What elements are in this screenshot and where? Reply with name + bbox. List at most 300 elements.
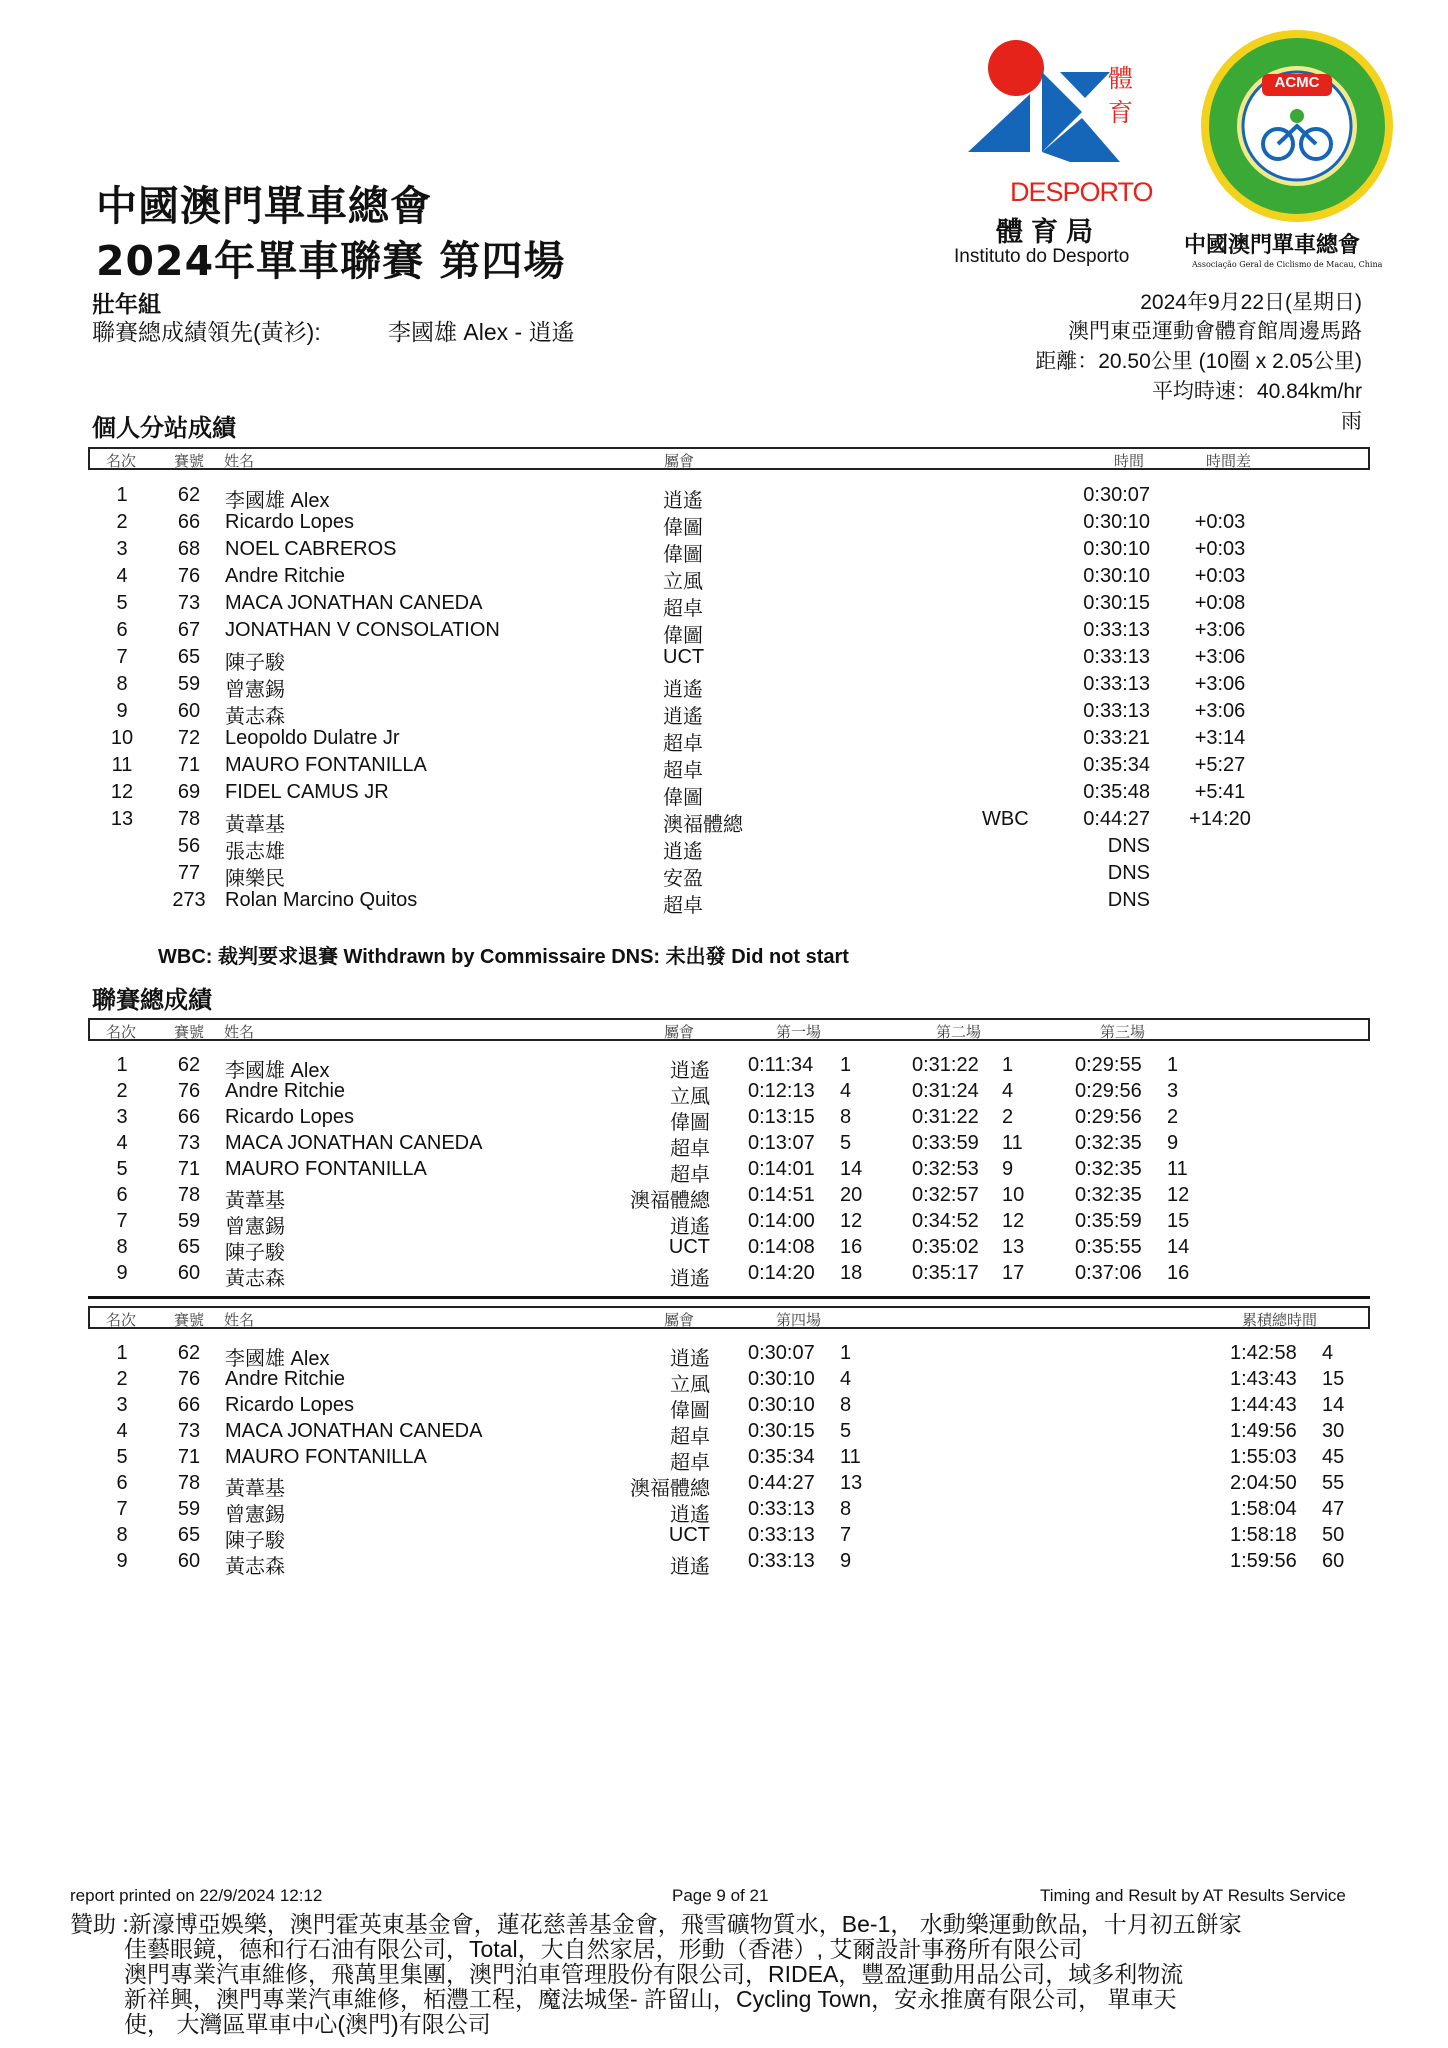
title-event: 2024年單車聯賽 第四場 [96,237,566,285]
time-cell: 0:44:27 [1083,808,1150,830]
gap-cell: +3:06 [1194,619,1246,641]
bib-cell: 69 [177,781,201,803]
team-cell: 逍遙 [663,490,703,512]
rank-cell: 4 [116,1132,128,1154]
bib-cell: 56 [177,835,201,857]
points-cell: 50 [1322,1524,1345,1546]
rank-cell: 3 [116,1106,128,1128]
bib-cell: 78 [177,1184,201,1206]
name-cell: FIDEL CAMUS JR [225,781,389,803]
rank-cell: 9 [116,1550,128,1572]
bib-cell: 68 [177,538,201,560]
gap-cell: +14:20 [1189,808,1251,830]
name-cell: 陳子駿 [225,652,285,674]
p4-cell: 4 [840,1368,852,1390]
points-cell: 14 [1322,1394,1345,1416]
divider [88,1296,1370,1299]
rank-cell: 2 [116,1368,128,1390]
team-cell: 超卓 [663,760,703,782]
team-cell: 立風 [670,1086,710,1108]
rank-cell: 7 [116,1210,128,1232]
p3-cell: 16 [1167,1262,1190,1284]
table-row [0,1522,1448,1552]
event-venue: 澳門東亞運動會體育館周邊馬路 [1068,320,1362,343]
sponsor-line: 佳藝眼鏡，德和行石油有限公司，Total，大自然家居，形動（香港）, 艾爾設計事務所有限公司 [124,1936,1083,1962]
p4-cell: 1 [840,1342,852,1364]
t1-cell: 0:14:20 [748,1262,815,1284]
name-cell: 李國雄 Alex [225,1060,330,1082]
bib-cell: 73 [177,1132,201,1154]
time-cell: 0:33:13 [1083,673,1150,695]
team-cell: 偉圖 [670,1112,710,1134]
rank-cell: 10 [110,727,134,749]
total-cell: 1:43:43 [1230,1368,1297,1390]
table-row [0,590,1448,620]
col-team: 屬會 [664,452,695,470]
col-team: 屬會 [664,1023,695,1041]
name-cell: 陳子駿 [225,1530,285,1552]
rank-cell: 6 [116,619,128,641]
team-cell: 逍遙 [663,706,703,728]
team-cell: 逍遙 [670,1556,710,1578]
bib-cell: 273 [172,889,206,911]
bib-cell: 59 [177,673,201,695]
name-cell: Rolan Marcino Quitos [225,889,418,911]
table-row [0,1260,1448,1290]
name-cell: MAURO FONTANILLA [225,1158,427,1180]
p3-cell: 3 [1167,1080,1179,1102]
table-row [0,833,1448,863]
bib-cell: 76 [177,565,201,587]
team-cell: 超卓 [670,1426,710,1448]
t2-cell: 0:32:53 [912,1158,979,1180]
team-cell: 立風 [663,571,703,593]
t2-cell: 0:31:24 [912,1080,979,1102]
p3-cell: 2 [1167,1106,1179,1128]
t2-cell: 0:34:52 [912,1210,979,1232]
event-distance: 距離：20.50公里 (10圈 x 2.05公里) [1035,350,1362,373]
time-cell: 0:30:07 [1083,484,1150,506]
team-cell: 澳福體總 [630,1478,710,1500]
bib-cell: 67 [177,619,201,641]
rank-cell: 1 [116,1054,128,1076]
rank-cell: 8 [116,1524,128,1546]
status-cell: WBC [982,808,1029,830]
t1-cell: 0:11:34 [748,1054,814,1076]
name-cell: NOEL CABREROS [225,538,397,560]
t4-cell: 0:33:13 [748,1498,815,1520]
p1-cell: 14 [840,1158,863,1180]
bib-cell: 65 [177,646,201,668]
name-cell: 黃葦基 [225,1190,285,1212]
p1-cell: 20 [840,1184,863,1206]
col-total: 累積總時間 [1242,1311,1318,1329]
table-row [0,1078,1448,1108]
col-name: 姓名 [224,452,255,470]
rank-cell: 9 [116,700,128,722]
table-row [0,698,1448,728]
bib-cell: 78 [177,1472,201,1494]
rank-cell: 12 [110,781,134,803]
p4-cell: 8 [840,1394,852,1416]
time-cell: 0:30:10 [1083,565,1150,587]
leader-label: 聯賽總成績領先(黃衫): [92,319,321,345]
rank-cell: 8 [116,673,128,695]
points-cell: 4 [1322,1342,1334,1364]
event-avg-speed: 平均時速：40.84km/hr [1151,380,1362,403]
col-team: 屬會 [664,1311,695,1329]
name-cell: Leopoldo Dulatre Jr [225,727,400,749]
gap-cell: +3:06 [1194,700,1246,722]
individual-section-title: 個人分站成績 [92,414,236,442]
rank-cell: 7 [116,646,128,668]
individual-header [88,447,1370,470]
team-cell: UCT [668,1236,710,1258]
p3-cell: 1 [1167,1054,1179,1076]
t4-cell: 0:33:13 [748,1524,815,1546]
team-cell: 超卓 [663,598,703,620]
gap-cell: +0:03 [1194,565,1246,587]
rank-cell: 1 [116,484,128,506]
table-row [0,1444,1448,1474]
table-row [0,1392,1448,1422]
table-row [0,563,1448,593]
name-cell: 曾憲錫 [225,679,285,701]
t1-cell: 0:14:01 [748,1158,815,1180]
p2-cell: 2 [1002,1106,1014,1128]
rank-cell: 13 [110,808,134,830]
p4-cell: 13 [840,1472,863,1494]
p4-cell: 5 [840,1420,852,1442]
total-cell: 1:42:58 [1230,1342,1297,1364]
time-cell: 0:33:13 [1083,700,1150,722]
time-cell: DNS [1107,862,1150,884]
team-cell: 偉圖 [663,544,703,566]
name-cell: 黃志森 [225,1556,285,1578]
bib-cell: 66 [177,511,201,533]
team-cell: UCT [668,1524,710,1546]
name-cell: Ricardo Lopes [225,1394,354,1416]
rank-cell: 5 [116,1158,128,1180]
time-cell: 0:30:15 [1083,592,1150,614]
name-cell: MACA JONATHAN CANEDA [225,1132,483,1154]
p3-cell: 9 [1167,1132,1179,1154]
team-cell: 逍遙 [670,1060,710,1082]
p2-cell: 17 [1002,1262,1025,1284]
rank-cell: 3 [116,1394,128,1416]
col-bib: 賽號 [174,1311,205,1329]
p1-cell: 16 [840,1236,863,1258]
name-cell: 黃葦基 [225,1478,285,1500]
printed-info: report printed on 22/9/2024 12:12 [70,1886,323,1905]
desporto-word: DESPORTO [1010,177,1153,207]
rank-cell: 8 [116,1236,128,1258]
table-row [0,617,1448,647]
league2-header [88,1306,1370,1329]
table-row [0,1208,1448,1238]
name-cell: 曾憲錫 [225,1216,285,1238]
p2-cell: 9 [1002,1158,1014,1180]
t3-cell: 0:32:35 [1075,1158,1142,1180]
bib-cell: 65 [177,1524,201,1546]
name-cell: 黃葦基 [225,814,285,836]
name-cell: 曾憲錫 [225,1504,285,1526]
points-cell: 30 [1322,1420,1345,1442]
acmc-cn: 中國澳門單車總會 [1184,232,1361,258]
t1-cell: 0:14:08 [748,1236,815,1258]
gap-cell: +0:03 [1194,511,1246,533]
table-row [0,725,1448,755]
rank-cell: 7 [116,1498,128,1520]
name-cell: Ricardo Lopes [225,511,354,533]
table-row [0,1366,1448,1396]
bib-cell: 73 [177,592,201,614]
team-cell: 澳福體總 [630,1190,710,1212]
col-bib: 賽號 [174,452,205,470]
table-row [0,1418,1448,1448]
t4-cell: 0:44:27 [748,1472,815,1494]
col-rank: 名次 [106,1311,137,1329]
bib-cell: 59 [177,1498,201,1520]
time-cell: 0:35:34 [1083,754,1150,776]
team-cell: 超卓 [663,895,703,917]
total-cell: 1:58:18 [1230,1524,1297,1546]
p4-cell: 11 [840,1446,861,1468]
team-cell: 逍遙 [663,841,703,863]
league-header [88,1018,1370,1041]
rank-cell: 6 [116,1184,128,1206]
rank-cell: 3 [116,538,128,560]
bib-cell: 72 [177,727,201,749]
total-cell: 1:44:43 [1230,1394,1297,1416]
name-cell: 黃志森 [225,1268,285,1290]
time-cell: 0:33:13 [1083,646,1150,668]
gap-cell: +3:06 [1194,646,1246,668]
bib-cell: 60 [177,1550,201,1572]
p2-cell: 13 [1002,1236,1025,1258]
t4-cell: 0:30:07 [748,1342,815,1364]
rank-cell: 5 [116,1446,128,1468]
col-bib: 賽號 [174,1023,205,1041]
total-cell: 1:49:56 [1230,1420,1297,1442]
name-cell: 黃志森 [225,706,285,728]
rank-cell: 6 [116,1472,128,1494]
name-cell: 張志雄 [225,841,285,863]
bib-cell: 66 [177,1394,201,1416]
p2-cell: 4 [1002,1080,1014,1102]
t2-cell: 0:35:02 [912,1236,979,1258]
rank-cell: 9 [116,1262,128,1284]
team-cell: 偉圖 [663,625,703,647]
points-cell: 55 [1322,1472,1345,1494]
name-cell: Andre Ritchie [225,1080,346,1102]
p1-cell: 8 [840,1106,852,1128]
team-cell: 超卓 [670,1138,710,1160]
team-cell: 超卓 [670,1452,710,1474]
time-cell: 0:33:13 [1083,619,1150,641]
name-cell: 李國雄 Alex [225,490,330,512]
t2-cell: 0:31:22 [912,1106,979,1128]
table-row [0,536,1448,566]
desporto-pt: Instituto do Desporto [954,246,1130,267]
col-rank: 名次 [106,1023,137,1041]
points-cell: 60 [1322,1550,1345,1572]
t1-cell: 0:14:00 [748,1210,815,1232]
col-round1: 第一場 [776,1023,822,1041]
bib-cell: 76 [177,1080,201,1102]
bib-cell: 78 [177,808,201,830]
t2-cell: 0:35:17 [912,1262,979,1284]
team-cell: 澳福體總 [663,814,743,836]
event-weather: 雨 [1341,410,1362,433]
team-cell: 偉圖 [663,787,703,809]
rank-cell: 5 [116,592,128,614]
name-cell: Andre Ritchie [225,1368,346,1390]
team-cell: 安盈 [663,868,703,890]
rank-cell: 2 [116,511,128,533]
table-row [0,806,1448,836]
t1-cell: 0:14:51 [748,1184,815,1206]
name-cell: 陳子駿 [225,1242,285,1264]
col-name: 姓名 [224,1311,255,1329]
table-row [0,887,1448,917]
team-cell: 偉圖 [670,1400,710,1422]
t2-cell: 0:33:59 [912,1132,979,1154]
team-cell: 逍遙 [663,679,703,701]
team-cell: 超卓 [670,1164,710,1186]
table-row [0,1496,1448,1526]
table-row [0,1182,1448,1212]
team-cell: 超卓 [663,733,703,755]
t4-cell: 0:30:10 [748,1368,815,1390]
table-row [0,1470,1448,1500]
p1-cell: 12 [840,1210,863,1232]
t4-cell: 0:35:34 [748,1446,815,1468]
category-label: 壯年組 [92,291,161,317]
bib-cell: 60 [177,1262,201,1284]
table-row [0,1130,1448,1160]
t4-cell: 0:33:13 [748,1550,815,1572]
rank-cell: 11 [111,754,133,776]
sponsors [70,1912,1242,2037]
table-row [0,482,1448,512]
gap-cell: +0:08 [1194,592,1246,614]
time-cell: 0:35:48 [1083,781,1150,803]
t3-cell: 0:37:06 [1075,1262,1142,1284]
team-cell: 逍遙 [670,1504,710,1526]
p2-cell: 11 [1002,1132,1023,1154]
time-cell: DNS [1107,835,1150,857]
p4-cell: 8 [840,1498,852,1520]
p2-cell: 12 [1002,1210,1025,1232]
table-row [0,1052,1448,1082]
name-cell: JONATHAN V CONSOLATION [225,619,500,641]
sponsor-line: 新祥興，澳門專業汽車維修，栢灃工程，魔法城堡- 許留山，Cycling Town，安永推廣有限公司， 單車天 [124,1986,1177,2012]
name-cell: 陳樂民 [225,868,285,890]
points-cell: 15 [1322,1368,1345,1390]
time-cell: 0:30:10 [1083,511,1150,533]
t3-cell: 0:32:35 [1075,1184,1142,1206]
total-cell: 1:59:56 [1230,1550,1297,1572]
t2-cell: 0:32:57 [912,1184,979,1206]
time-cell: DNS [1107,889,1150,911]
p1-cell: 4 [840,1080,852,1102]
page-number: Page 9 of 21 [672,1886,769,1905]
time-cell: 0:30:10 [1083,538,1150,560]
total-cell: 2:04:50 [1230,1472,1297,1494]
p3-cell: 15 [1167,1210,1190,1232]
name-cell: 李國雄 Alex [225,1348,330,1370]
acmc-logo [1182,26,1412,286]
leader-value: 李國雄 Alex - 逍遙 [388,319,575,345]
p1-cell: 5 [840,1132,852,1154]
acmc-badge-icon [1182,26,1412,226]
name-cell: MAURO FONTANILLA [225,754,427,776]
desporto-cn: 體育局 [996,217,1101,248]
col-round4: 第四場 [776,1311,822,1329]
p3-cell: 11 [1167,1158,1188,1180]
table-row [0,1234,1448,1264]
bib-cell: 62 [177,484,201,506]
table-row [0,860,1448,890]
t3-cell: 0:29:56 [1075,1080,1142,1102]
bib-cell: 62 [177,1054,201,1076]
table-row [0,752,1448,782]
rank-cell: 1 [116,1342,128,1364]
gap-cell: +0:03 [1194,538,1246,560]
bib-cell: 77 [177,862,201,884]
bib-cell: 71 [177,754,201,776]
desporto-vertical-text: 體育 [1108,64,1134,127]
bib-cell: 59 [177,1210,201,1232]
gap-cell: +3:14 [1194,727,1246,749]
gap-cell: +5:27 [1194,754,1246,776]
col-rank: 名次 [106,452,137,470]
col-round2: 第二場 [936,1023,982,1041]
name-cell: MACA JONATHAN CANEDA [225,592,483,614]
p2-cell: 1 [1002,1054,1014,1076]
sponsor-line: 澳門專業汽車維修，飛萬里集團，澳門泊車管理股份有限公司，RIDEA，豐盈運動用品公司，域多利物流 [124,1961,1184,1987]
total-cell: 1:55:03 [1230,1446,1297,1468]
p2-cell: 10 [1002,1184,1025,1206]
col-time: 時間 [1114,452,1145,470]
bib-cell: 60 [177,700,201,722]
bib-cell: 73 [177,1420,201,1442]
bib-cell: 66 [177,1106,201,1128]
table-row [0,1156,1448,1186]
table-row [0,644,1448,674]
points-cell: 47 [1322,1498,1345,1520]
t3-cell: 0:29:55 [1075,1054,1142,1076]
rank-cell: 4 [116,565,128,587]
total-cell: 1:58:04 [1230,1498,1297,1520]
team-cell: 逍遙 [670,1268,710,1290]
team-cell: 逍遙 [670,1348,710,1370]
acmc-badge-text: ACMC [1274,74,1320,91]
t1-cell: 0:13:15 [748,1106,815,1128]
name-cell: Andre Ritchie [225,565,346,587]
t2-cell: 0:31:22 [912,1054,979,1076]
sponsor-line: 贊助 :新濠博亞娛樂，澳門霍英東基金會，蓮花慈善基金會，飛雪礦物質水，Be-1， 水動樂運動飲品，十月初五餅家 [70,1911,1242,1937]
bib-cell: 71 [177,1158,201,1180]
bib-cell: 71 [177,1446,201,1468]
gap-cell: +5:41 [1194,781,1246,803]
name-cell: MAURO FONTANILLA [225,1446,427,1468]
table-row [0,671,1448,701]
desporto-logo [950,32,1160,272]
col-name: 姓名 [224,1023,255,1041]
name-cell: MACA JONATHAN CANEDA [225,1420,483,1442]
